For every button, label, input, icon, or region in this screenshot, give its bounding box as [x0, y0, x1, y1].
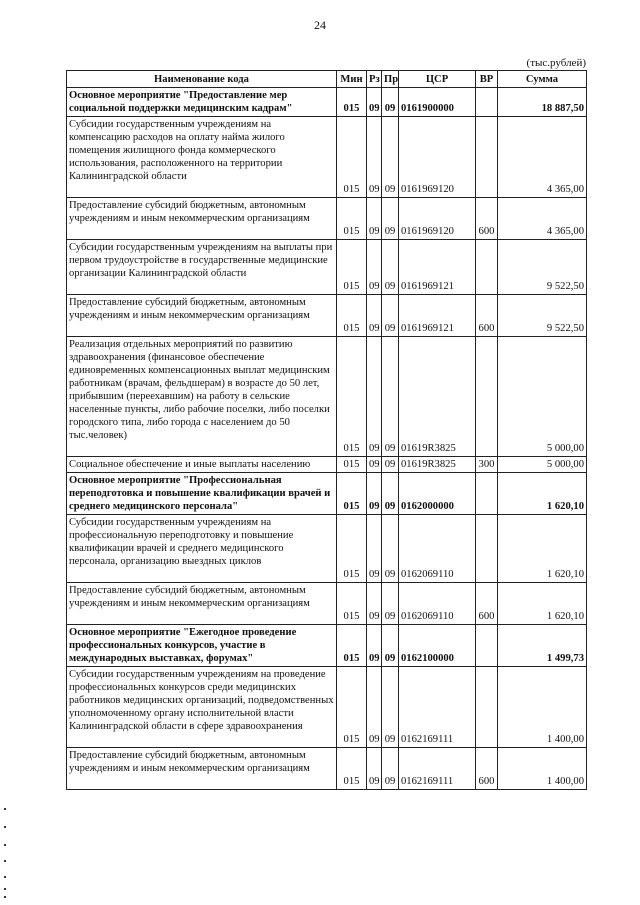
row-min-cell-text: 015 [343, 459, 360, 470]
row-csr-cell-text: 0161969120 [401, 226, 454, 237]
row-vr-cell [476, 240, 498, 295]
row-spacer [69, 568, 334, 581]
row-name-cell [67, 748, 337, 790]
row-pr-cell-text: 09 [384, 501, 396, 512]
row-name-cell [67, 117, 337, 198]
row-rz-cell [367, 457, 382, 473]
row-rz-cell-text: 09 [369, 734, 380, 745]
row-spacer [69, 610, 334, 623]
row-sum-cell [498, 295, 587, 337]
row-pr-cell-text: 09 [384, 653, 396, 664]
row-sum-cell-text: 1 620,10 [546, 501, 584, 512]
row-name-cell [67, 625, 337, 667]
row-csr-cell [399, 457, 476, 473]
header-vr: ВР [476, 71, 498, 88]
row-sum-cell [498, 583, 587, 625]
row-pr-cell-text: 09 [384, 569, 396, 580]
row-rz-cell-text: 09 [369, 569, 380, 580]
row-min-cell-text: 015 [343, 653, 360, 664]
row-rz-cell [367, 88, 382, 117]
row-csr-cell [399, 748, 476, 790]
row-min-cell-text: 015 [343, 103, 360, 114]
row-name-cell-text: Субсидии государственным учреждениям на проведение профессиональных конкурсов среди медицинских работников медицинских организаций, подведомственных уполномоченному органу исполнительной власти Калининградской области в сфере здравоохранения [69, 669, 334, 732]
row-csr-cell-text: 0162069110 [401, 611, 454, 622]
table-row [67, 337, 587, 457]
row-pr-cell-text: 09 [384, 776, 396, 787]
row-pr-cell-text: 09 [384, 734, 396, 745]
row-rz-cell-text: 09 [369, 226, 380, 237]
row-sum-cell [498, 667, 587, 748]
row-sum-cell [498, 337, 587, 457]
row-min-cell [337, 198, 367, 240]
row-rz-cell-text: 09 [369, 281, 380, 292]
header-sum: Сумма [498, 71, 587, 88]
row-csr-cell-text: 0162169111 [401, 734, 454, 745]
header-csr: ЦСР [399, 71, 476, 88]
row-rz-cell [367, 515, 382, 583]
row-min-cell-text: 015 [343, 611, 360, 622]
row-pr-cell-text: 09 [384, 443, 396, 454]
row-vr-cell [476, 667, 498, 748]
row-min-cell [337, 240, 367, 295]
row-sum-cell-text: 1 620,10 [546, 611, 584, 622]
header-rz: Рз [367, 71, 382, 88]
row-min-cell-text: 015 [343, 734, 360, 745]
row-name-cell-text: Предоставление субсидий бюджетным, автономным учреждениям и иным некоммерческим организациям [69, 297, 310, 321]
row-csr-cell [399, 473, 476, 515]
table-row [67, 583, 587, 625]
row-csr-cell [399, 295, 476, 337]
row-min-cell-text: 015 [343, 501, 360, 512]
row-min-cell [337, 88, 367, 117]
row-vr-cell [476, 295, 498, 337]
row-rz-cell [367, 117, 382, 198]
row-csr-cell-text: 0161969121 [401, 323, 454, 334]
row-rz-cell-text: 09 [369, 443, 380, 454]
table-row [67, 457, 587, 473]
row-pr-cell [382, 515, 399, 583]
row-sum-cell-text: 4 365,00 [546, 226, 584, 237]
table-row [67, 748, 587, 790]
row-pr-cell [382, 117, 399, 198]
row-csr-cell [399, 583, 476, 625]
table-row [67, 515, 587, 583]
row-csr-cell [399, 625, 476, 667]
row-min-cell [337, 667, 367, 748]
row-vr-cell-text: 300 [478, 459, 495, 470]
row-rz-cell-text: 09 [369, 611, 380, 622]
row-sum-cell-text: 9 522,50 [546, 323, 584, 334]
row-rz-cell-text: 09 [369, 459, 380, 470]
row-pr-cell [382, 88, 399, 117]
row-name-cell [67, 295, 337, 337]
row-pr-cell-text: 09 [384, 459, 396, 470]
row-vr-cell [476, 625, 498, 667]
row-name-cell-text: Основное мероприятие "Ежегодное проведение профессиональных конкурсов, участие в международных выставках, форумах" [69, 627, 297, 664]
row-csr-cell-text: 01619R3825 [401, 443, 456, 454]
row-csr-cell [399, 117, 476, 198]
row-min-cell [337, 515, 367, 583]
row-rz-cell-text: 09 [369, 501, 380, 512]
row-vr-cell-text: 600 [478, 323, 495, 334]
row-spacer [69, 733, 334, 746]
row-spacer [69, 322, 334, 335]
row-rz-cell [367, 473, 382, 515]
row-sum-cell-text: 5 000,00 [546, 459, 584, 470]
row-csr-cell [399, 667, 476, 748]
row-sum-cell [498, 117, 587, 198]
row-name-cell [67, 240, 337, 295]
row-csr-cell [399, 515, 476, 583]
row-sum-cell [498, 473, 587, 515]
table-row [67, 198, 587, 240]
row-sum-cell [498, 748, 587, 790]
row-name-cell [67, 667, 337, 748]
row-min-cell-text: 015 [343, 323, 360, 334]
page-number: 24 [314, 18, 326, 32]
row-sum-cell [498, 240, 587, 295]
row-vr-cell [476, 583, 498, 625]
row-sum-cell-text: 5 000,00 [546, 443, 584, 454]
row-sum-cell [498, 88, 587, 117]
row-csr-cell-text: 01619R3825 [401, 459, 456, 470]
row-pr-cell [382, 457, 399, 473]
row-pr-cell [382, 337, 399, 457]
table-row [67, 117, 587, 198]
row-rz-cell [367, 198, 382, 240]
row-name-cell-text: Предоставление субсидий бюджетным, автономным учреждениям и иным некоммерческим организациям [69, 750, 310, 774]
row-min-cell-text: 015 [343, 226, 360, 237]
row-pr-cell [382, 240, 399, 295]
row-csr-cell-text: 0162100000 [401, 653, 454, 664]
row-sum-cell-text: 1 400,00 [546, 734, 584, 745]
budget-table [66, 70, 587, 790]
row-sum-cell-text: 4 365,00 [546, 184, 584, 195]
row-spacer [69, 442, 334, 455]
table-row [67, 473, 587, 515]
header-name: Наименование кода [67, 71, 337, 88]
row-rz-cell [367, 337, 382, 457]
row-csr-cell-text: 0162000000 [401, 501, 454, 512]
row-min-cell [337, 457, 367, 473]
margin-marks [4, 808, 8, 903]
row-sum-cell [498, 198, 587, 240]
row-min-cell [337, 748, 367, 790]
row-rz-cell-text: 09 [369, 323, 380, 334]
row-pr-cell [382, 748, 399, 790]
row-rz-cell-text: 09 [369, 653, 380, 664]
row-spacer [69, 280, 334, 293]
row-csr-cell-text: 0161969120 [401, 184, 454, 195]
row-pr-cell-text: 09 [384, 226, 396, 237]
row-sum-cell-text: 18 887,50 [541, 103, 584, 114]
row-pr-cell [382, 625, 399, 667]
row-sum-cell-text: 1 400,00 [546, 776, 584, 787]
row-csr-cell [399, 198, 476, 240]
row-rz-cell [367, 240, 382, 295]
row-vr-cell-text: 600 [478, 776, 495, 787]
row-pr-cell [382, 198, 399, 240]
row-vr-cell-text: 600 [478, 611, 495, 622]
row-csr-cell-text: 0162169111 [401, 776, 454, 787]
row-min-cell-text: 015 [343, 184, 360, 195]
row-pr-cell [382, 667, 399, 748]
row-min-cell-text: 015 [343, 443, 360, 454]
row-name-cell-text: Предоставление субсидий бюджетным, автономным учреждениям и иным некоммерческим организациям [69, 585, 310, 609]
row-rz-cell-text: 09 [369, 103, 380, 114]
row-name-cell [67, 473, 337, 515]
row-rz-cell-text: 09 [369, 776, 380, 787]
row-vr-cell [476, 515, 498, 583]
row-sum-cell-text: 1 499,73 [546, 653, 584, 664]
row-min-cell-text: 015 [343, 776, 360, 787]
units-label: (тыс.рублей) [526, 57, 586, 69]
row-csr-cell-text: 0161969121 [401, 281, 454, 292]
row-pr-cell-text: 09 [384, 281, 396, 292]
row-name-cell [67, 457, 337, 473]
row-pr-cell-text: 09 [384, 184, 396, 195]
row-pr-cell [382, 473, 399, 515]
row-pr-cell-text: 09 [384, 611, 396, 622]
row-pr-cell-text: 09 [384, 323, 396, 334]
row-min-cell-text: 015 [343, 281, 360, 292]
table-row [67, 295, 587, 337]
row-csr-cell-text: 0162069110 [401, 569, 454, 580]
row-min-cell [337, 117, 367, 198]
row-name-cell [67, 88, 337, 117]
row-name-cell-text: Основное мероприятие "Предоставление мер социальной поддержки медицинским кадрам" [69, 90, 293, 114]
row-name-cell-text: Субсидии государственным учреждениям на профессиональную переподготовку и повышение квалификации врачей и среднего медицинского персонала, организацию выездных циклов [69, 517, 294, 567]
table-row [67, 625, 587, 667]
row-rz-cell [367, 667, 382, 748]
row-min-cell [337, 295, 367, 337]
row-vr-cell [476, 337, 498, 457]
row-rz-cell-text: 09 [369, 184, 380, 195]
row-name-cell-text: Субсидии государственным учреждениям на компенсацию расходов на оплату найма жилого помещения жилищного фонда коммерческого использования, расположенного на территории Калининградской области [69, 119, 285, 182]
row-name-cell-text: Субсидии государственным учреждениям на выплаты при первом трудоустройстве в государственные медицинские организации Калининградской области [69, 242, 333, 279]
row-rz-cell [367, 748, 382, 790]
table-row [67, 667, 587, 748]
row-csr-cell [399, 88, 476, 117]
row-pr-cell [382, 583, 399, 625]
row-min-cell [337, 473, 367, 515]
row-csr-cell-text: 0161900000 [401, 103, 454, 114]
row-min-cell-text: 015 [343, 569, 360, 580]
table-row [67, 240, 587, 295]
row-sum-cell-text: 1 620,10 [546, 569, 584, 580]
row-sum-cell [498, 457, 587, 473]
row-name-cell-text: Социальное обеспечение и иные выплаты населению [69, 459, 311, 470]
row-vr-cell-text: 600 [478, 226, 495, 237]
row-spacer [69, 183, 334, 196]
row-sum-cell-text: 9 522,50 [546, 281, 584, 292]
row-rz-cell [367, 625, 382, 667]
row-name-cell-text: Реализация отдельных мероприятий по развитию здравоохранения (финансовое обеспечение единовременных компенсационных выплат медицинским работникам (врачам, фельдшерам) в возрасте до 50 лет, прибывшим (переехавшим) на работу в сельские населенные пункты, либо рабочие поселки, либо поселки городского типа, либо города с населением до 50 тыс.человек) [69, 339, 330, 441]
row-name-cell [67, 515, 337, 583]
row-name-cell-text: Предоставление субсидий бюджетным, автономным учреждениям и иным некоммерческим организациям [69, 200, 310, 224]
row-rz-cell [367, 295, 382, 337]
row-pr-cell [382, 295, 399, 337]
table-header-row [67, 71, 587, 88]
row-spacer [69, 775, 334, 788]
row-min-cell [337, 583, 367, 625]
row-name-cell-text: Основное мероприятие "Профессиональная переподготовка и повышение квалификации врачей и среднего медицинского персонала" [69, 475, 331, 512]
row-name-cell [67, 198, 337, 240]
row-name-cell [67, 337, 337, 457]
row-csr-cell [399, 240, 476, 295]
row-spacer [69, 225, 334, 238]
row-vr-cell [476, 748, 498, 790]
table-row [67, 88, 587, 117]
row-sum-cell [498, 515, 587, 583]
row-min-cell [337, 625, 367, 667]
row-vr-cell [476, 457, 498, 473]
row-sum-cell [498, 625, 587, 667]
row-vr-cell [476, 198, 498, 240]
row-name-cell [67, 583, 337, 625]
row-vr-cell [476, 117, 498, 198]
header-pr: Пр [382, 71, 399, 88]
row-vr-cell [476, 88, 498, 117]
row-rz-cell [367, 583, 382, 625]
row-vr-cell [476, 473, 498, 515]
row-csr-cell [399, 337, 476, 457]
row-pr-cell-text: 09 [384, 103, 396, 114]
row-min-cell [337, 337, 367, 457]
header-min: Мин [337, 71, 367, 88]
